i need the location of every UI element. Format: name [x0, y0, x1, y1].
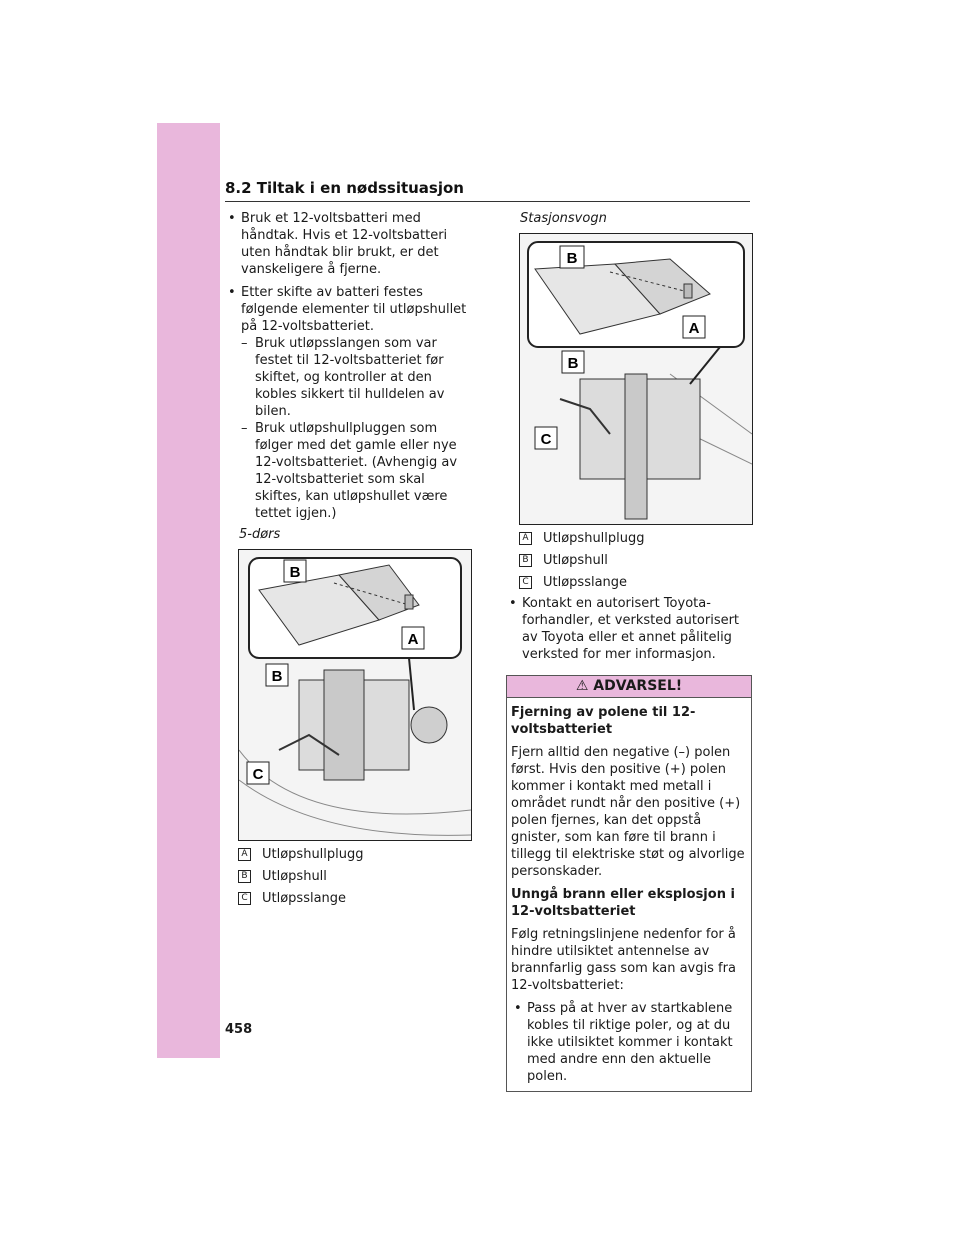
page-number: 458 — [225, 1022, 253, 1037]
figure-caption: Stasjonsvogn — [520, 211, 607, 226]
sub-bullet-item: – Bruk utløpsslangen som var festet til 12-voltsbatteriet før skiftet, og kontroller at den kobles sikkert til hulldelen av bilen. — [225, 335, 473, 420]
figure-caption: 5-dørs — [239, 527, 281, 542]
legend-item — [238, 890, 473, 907]
warning-paragraph: Fjern alltid den negative (–) polen først. Hvis den positive (+) polen kommer i kontakt med metall i området rundt når den positive (+) polen fjernes, kan det oppstå gnister, som kan føre til brann i tillegg til elektriske støt og alvorlige personskader. — [511, 745, 745, 879]
battery-diagram — [520, 234, 752, 524]
legend-key: C — [519, 576, 532, 589]
legend-item — [238, 868, 473, 885]
warning-subheading: Unngå brann eller eksplosjon i 12-voltsbatteriet — [511, 887, 735, 919]
legend-text: Utløpshull — [262, 869, 327, 884]
label-b: B — [566, 250, 578, 267]
label-b: B — [567, 355, 579, 372]
warning-subheading: Fjerning av polene til 12-voltsbatteriet — [511, 705, 696, 737]
sub-bullet-item: – Bruk utløpshullpluggen som følger med det gamle eller nye 12-voltsbatteriet. (Avhengig av 12-voltsbatteriet som skal skiftes, kan utløpshullet være tettet igjen.) — [225, 420, 473, 522]
left-column — [225, 210, 473, 911]
legend-key: A — [238, 848, 251, 861]
legend-key: C — [238, 892, 251, 905]
label-c: C — [252, 766, 264, 783]
battery-illustration-station-wagon — [519, 233, 753, 525]
warning-bullet: • Pass på at hver av startkablene kobles til riktige poler, og at du ikke utilsiktet kommer i kontakt med andre enn den aktuelle polen. — [511, 1000, 747, 1085]
label-b: B — [271, 668, 283, 685]
legend-text: Utløpshullplugg — [543, 531, 645, 546]
warning-icon: ⚠ — [575, 678, 589, 694]
warning-body — [507, 698, 751, 1091]
legend-key: A — [519, 532, 532, 545]
legend-text: Utløpsslange — [262, 891, 347, 906]
header-divider — [225, 201, 750, 202]
warning-paragraph: Følg retningslinjene nedenfor for å hindre utilsiktet antennelse av brannfarlig gass som kan avgis fra 12-voltsbatteriet: — [511, 927, 736, 993]
right-column — [506, 210, 752, 1092]
legend-item — [519, 552, 752, 569]
legend-key: B — [519, 554, 532, 567]
label-a: A — [688, 320, 700, 337]
bullet-item: • Kontakt en autorisert Toyota-forhandler, et verksted autorisert av Toyota eller et annet pålitelig verksted for mer informasjon. — [506, 595, 752, 663]
warning-title: ADVARSEL! — [593, 678, 683, 694]
label-b: B — [289, 564, 301, 581]
label-c: C — [540, 431, 552, 448]
battery-illustration-5-door — [238, 549, 472, 841]
bullet-item: • Bruk et 12-voltsbatteri med håndtak. Hvis et 12-voltsbatteri uten håndtak blir brukt, er det vanskeligere å fjerne. — [225, 210, 473, 278]
label-a: A — [407, 631, 419, 648]
section-title: 8.2 Tiltak i en nødssituasjon — [225, 179, 464, 197]
legend-item — [519, 530, 752, 547]
bullet-item: • Etter skifte av batteri festes følgende elementer til utløpshullet på 12-voltsbatteriet. — [225, 284, 473, 335]
section-header — [225, 178, 750, 202]
legend-text: Utløpshullplugg — [262, 847, 364, 862]
warning-header — [507, 676, 751, 698]
legend-text: Utløpsslange — [543, 575, 628, 590]
legend-key: B — [238, 870, 251, 883]
battery-diagram — [239, 550, 471, 840]
legend-text: Utløpshull — [543, 553, 608, 568]
chapter-side-tab — [157, 123, 220, 1058]
legend-item — [519, 574, 752, 591]
warning-box — [506, 675, 752, 1092]
legend-item — [238, 846, 473, 863]
